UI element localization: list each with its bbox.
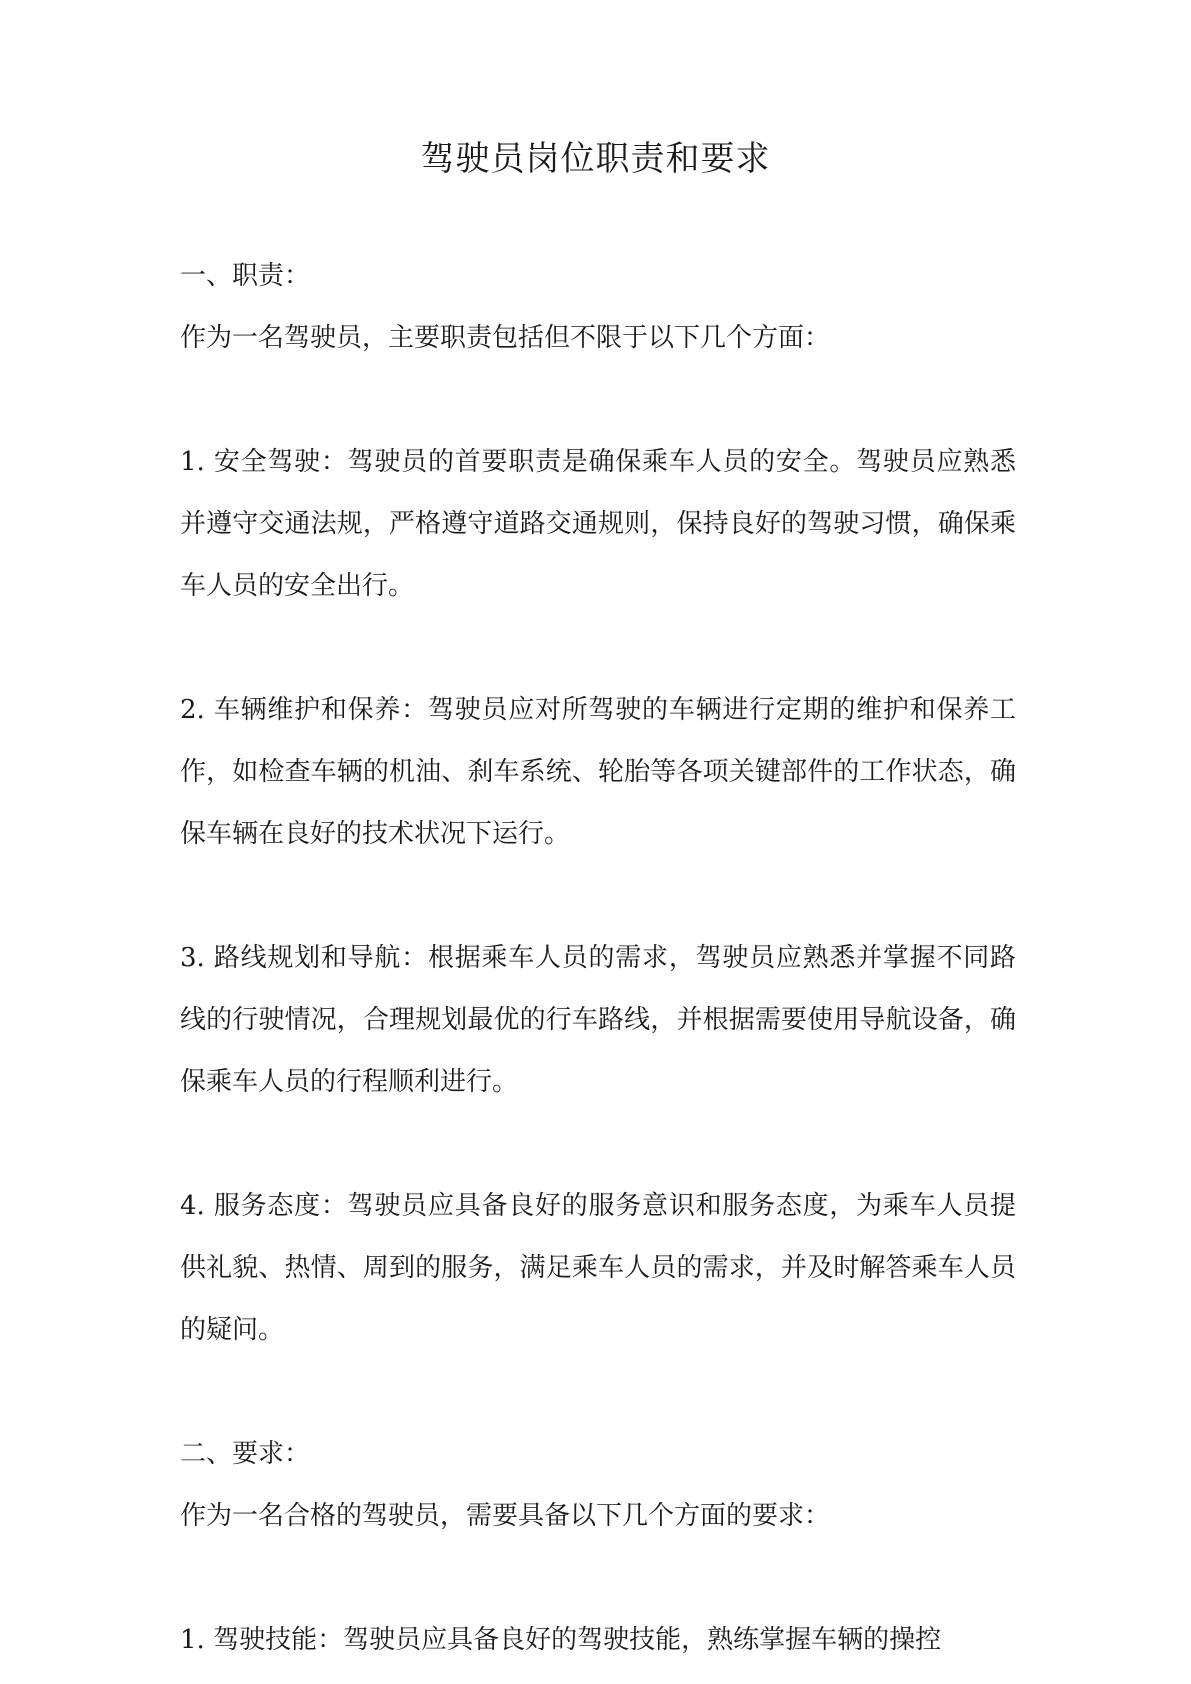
document-body [180, 245, 1016, 1671]
paragraph-spacer [180, 369, 1016, 431]
section-heading-requirements: 二、要求： [180, 1439, 311, 1469]
paragraph-spacer [180, 865, 1016, 927]
duty-item-safe-driving: 1. 安全驾驶：驾驶员的首要职责是确保乘车人员的安全。驾驶员应熟悉并遵守交通法规，严格遵守道路交通规则，保持良好的驾驶习惯，确保乘车人员的安全出行。 [180, 447, 1016, 601]
paragraph-spacer [180, 617, 1016, 679]
paragraph-spacer [180, 1547, 1016, 1609]
duty-item-vehicle-maintenance: 2. 车辆维护和保养：驾驶员应对所驾驶的车辆进行定期的维护和保养工作，如检查车辆的机油、刹车系统、轮胎等各项关键部件的工作状态，确保车辆在良好的技术状况下运行。 [180, 695, 1016, 849]
document-title: 驾驶员岗位职责和要求 [420, 139, 771, 179]
section-intro-duties: 作为一名驾驶员，主要职责包括但不限于以下几个方面： [180, 323, 831, 353]
duty-item-service-attitude: 4. 服务态度：驾驶员应具备良好的服务意识和服务态度，为乘车人员提供礼貌、热情、周到的服务，满足乘车人员的需求，并及时解答乘车人员的疑问。 [180, 1191, 1016, 1345]
section-intro-requirements: 作为一名合格的驾驶员，需要具备以下几个方面的要求： [180, 1501, 831, 1531]
requirement-item-driving-skill: 1. 驾驶技能：驾驶员应具备良好的驾驶技能，熟练掌握车辆的操控 [180, 1625, 942, 1655]
duty-item-route-planning: 3. 路线规划和导航：根据乘车人员的需求，驾驶员应熟悉并掌握不同路线的行驶情况，合理规划最优的行车路线，并根据需要使用导航设备，确保乘车人员的行程顺利进行。 [180, 943, 1016, 1097]
paragraph-spacer [180, 1361, 1016, 1423]
paragraph-spacer [180, 1113, 1016, 1175]
section-heading-duties: 一、职责： [180, 261, 311, 291]
